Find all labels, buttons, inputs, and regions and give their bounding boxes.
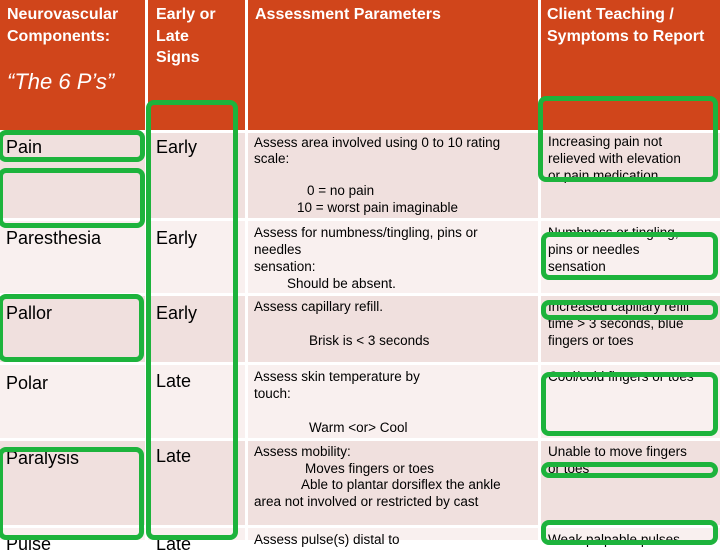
- paralysis-assess-line-2: Moves fingers or toes: [305, 461, 435, 476]
- paralysis-teach-line-1: Unable to move fingers: [548, 444, 687, 459]
- highlight-name-pain: [0, 130, 145, 162]
- paralysis-teach-line-2: or toes: [548, 461, 590, 476]
- polar-assess-line-2: touch:: [254, 386, 291, 401]
- pulse-assess-line-1: Assess pulse(s) distal to: [254, 532, 400, 547]
- pallor-teach-line-1: Increased capillary refill: [548, 299, 690, 314]
- header-early-late-label: Early or Late Signs: [156, 6, 216, 66]
- polar-temp-note: Warm <or> Cool: [309, 420, 408, 435]
- pain-timing: Early: [156, 137, 198, 157]
- pallor-timing: Early: [156, 303, 198, 323]
- polar-timing: Late: [156, 371, 192, 391]
- pain-teach-line-2: relieved with elevation: [548, 151, 681, 166]
- highlight-name-paralysis: [0, 447, 144, 540]
- highlight-teach-polar: [541, 372, 718, 436]
- paresthesia-teach-line-3: sensation: [548, 259, 606, 274]
- paresthesia-assess-line-4: Should be absent.: [287, 276, 396, 291]
- pallor-name: Pallor: [6, 303, 53, 323]
- pain-teach-line-1: Increasing pain not: [548, 134, 663, 149]
- pain-scale-line-2: 10 = worst pain imaginable: [297, 200, 458, 215]
- highlight-teach-pulse: [541, 520, 718, 545]
- pain-scale-line-1: 0 = no pain: [307, 183, 375, 198]
- pallor-refill-note: Brisk is < 3 seconds: [309, 333, 430, 348]
- paresthesia-teach-line-2: pins or needles: [548, 242, 640, 257]
- paresthesia-assess-line-1: Assess for numbness/tingling, pins or: [254, 225, 478, 240]
- highlight-timing-column: [146, 100, 238, 540]
- polar-assess-line-1: Assess skin temperature by: [254, 369, 420, 384]
- pulse-timing: Late: [156, 534, 192, 554]
- header-components: [0, 0, 145, 130]
- pain-teach-line-3: or pain medication: [548, 168, 659, 183]
- paresthesia-assess-line-3: sensation:: [254, 259, 316, 274]
- pain-name: Pain: [6, 137, 43, 157]
- header-assessment-label: Assessment Parameters: [255, 6, 441, 23]
- pain-assess-line-1: Assess area involved using 0 to 10 rating: [254, 135, 501, 150]
- pulse-teach-line-1: Weak palpable pulses: [548, 532, 680, 547]
- pulse-name: Pulse: [6, 534, 52, 554]
- header-components-label: Neurovascular Components:: [7, 6, 119, 45]
- paralysis-assess-line-1: Assess mobility:: [254, 444, 351, 459]
- pain-assess-line-2: scale:: [254, 151, 290, 166]
- polar-teach-line-1: Cool/cold fingers or toes: [548, 369, 694, 384]
- paralysis-timing: Late: [156, 446, 192, 466]
- highlight-teach-pallor: [541, 300, 718, 320]
- pallor-teach-line-2: time > 3 seconds, blue: [548, 316, 684, 331]
- highlight-name-pallor: [0, 294, 144, 362]
- paresthesia-name: Paresthesia: [6, 228, 102, 248]
- header-teaching-label: Client Teaching / Symptoms to Report: [547, 6, 705, 45]
- header-assessment: [248, 0, 538, 130]
- paralysis-assess-line-3: Able to plantar dorsiflex the ankle: [301, 477, 501, 492]
- paresthesia-teach-line-1: Numbness or tingling,: [548, 225, 679, 240]
- polar-name: Polar: [6, 373, 49, 393]
- paresthesia-timing: Early: [156, 228, 198, 248]
- highlight-teach-paresthesia: [541, 232, 718, 280]
- highlight-teach-paralysis: [541, 462, 718, 478]
- paresthesia-assess-line-2: needles: [254, 242, 302, 257]
- highlight-teach-header: [538, 96, 718, 182]
- paralysis-assess-line-4: area not involved or restricted by cast: [254, 494, 479, 509]
- pallor-teach-line-3: fingers or toes: [548, 333, 634, 348]
- header-6ps-label: “The 6 P’s”: [7, 69, 115, 94]
- pallor-assess-line-1: Assess capillary refill.: [254, 299, 384, 314]
- highlight-name-blank: [0, 168, 145, 228]
- paralysis-name: Paralysis: [6, 448, 80, 468]
